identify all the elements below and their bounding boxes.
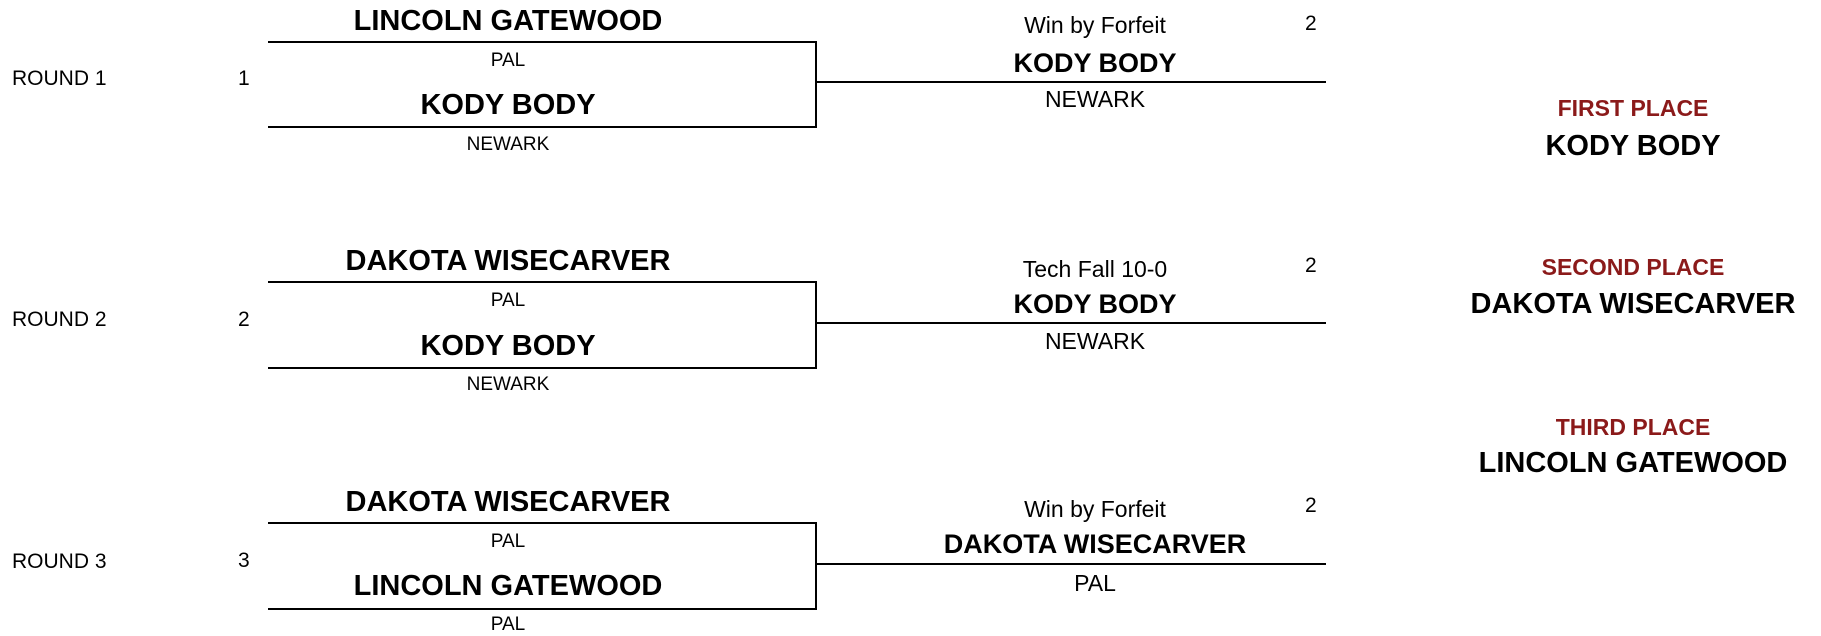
bout-number: 2 [1305,494,1317,517]
wrestler-top-team: PAL [490,290,526,311]
winner-team: PAL [1074,570,1116,596]
round-number: 3 [238,549,250,572]
bracket-line-top [268,281,817,283]
first-place-label: FIRST PLACE [1557,95,1709,121]
winner-name: DAKOTA WISECARVER [943,529,1247,559]
wrestler-top-name: LINCOLN GATEWOOD [353,5,663,37]
wrestler-top-name: DAKOTA WISECARVER [345,245,671,277]
first-place-name: KODY BODY [1545,130,1721,162]
match-result: Win by Forfeit [1024,12,1166,38]
wrestler-bottom-name: LINCOLN GATEWOOD [353,570,663,602]
winner-team: NEWARK [1044,328,1146,354]
round-label: ROUND 1 [12,67,107,90]
third-place-label: THIRD PLACE [1555,414,1711,440]
bracket-line-top [268,41,817,43]
winner-line [815,322,1326,324]
wrestler-top-team: PAL [490,531,526,552]
round-label: ROUND 2 [12,308,107,331]
round-number: 2 [238,308,250,331]
wrestler-bottom-team: NEWARK [466,134,550,155]
wrestler-top-team: PAL [490,50,526,71]
winner-name: KODY BODY [1013,289,1177,319]
bracket-line-bottom [268,367,817,369]
wrestler-bottom-name: KODY BODY [420,89,596,121]
winner-line [815,81,1326,83]
winner-name: KODY BODY [1013,48,1177,78]
bracket-connector [815,41,817,128]
match-result: Tech Fall 10-0 [1022,256,1168,282]
bracket-connector [815,281,817,369]
bracket-line-top [268,522,817,524]
bracket-connector [815,522,817,610]
bracket-line-bottom [268,126,817,128]
wrestler-top-name: DAKOTA WISECARVER [345,486,671,518]
match-result: Win by Forfeit [1024,496,1166,522]
round-number: 1 [238,67,250,90]
second-place-label: SECOND PLACE [1541,254,1725,280]
round-label: ROUND 3 [12,550,107,573]
winner-line [815,563,1326,565]
wrestler-bottom-name: KODY BODY [420,330,596,362]
wrestler-bottom-team: NEWARK [466,374,550,395]
bracket-line-bottom [268,608,817,610]
wrestler-bottom-team: PAL [490,614,526,635]
bout-number: 2 [1305,12,1317,35]
winner-team: NEWARK [1044,86,1146,112]
second-place-name: DAKOTA WISECARVER [1470,288,1796,320]
bout-number: 2 [1305,254,1317,277]
third-place-name: LINCOLN GATEWOOD [1478,447,1788,479]
